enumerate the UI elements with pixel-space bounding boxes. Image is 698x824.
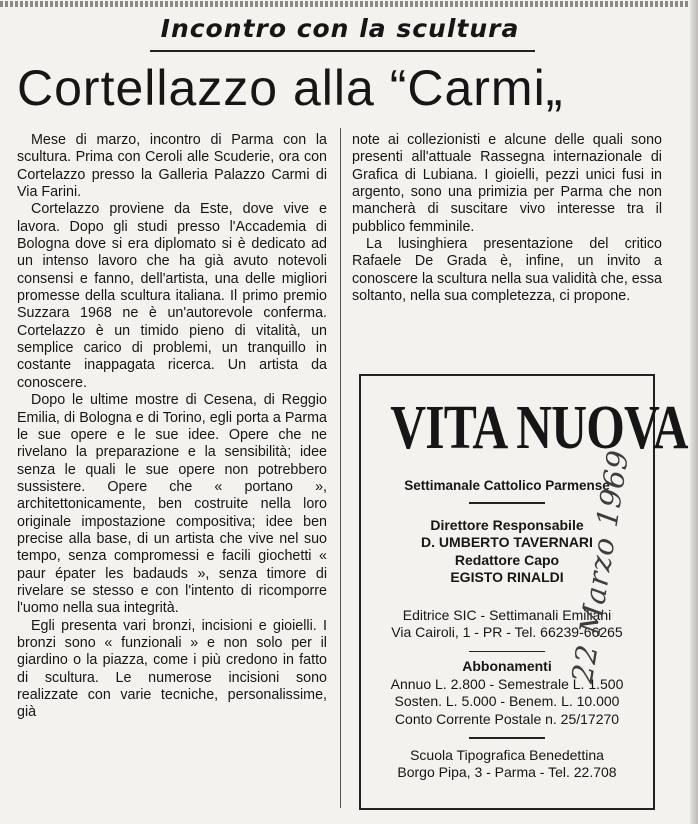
article-left-column bbox=[17, 132, 327, 722]
editor-label: Redattore Capo bbox=[454, 551, 560, 568]
subscription-row: Conto Corrente Postale n. 25/17270 bbox=[394, 710, 620, 727]
masthead-subtitle: Settimanale Cattolico Parmense bbox=[404, 478, 610, 493]
article-paragraph: note ai collezionisti e alcune delle quali sono presenti all'attuale Rassegna internazionale di Grafica di Lubiana. I gioielli, pezzi unici fusi in argento, sono una primizia per Parma che non mancherà di suscitare vivo interesse tra il pubblico femminile. bbox=[352, 132, 662, 235]
box-divider bbox=[469, 737, 545, 739]
torn-top-border bbox=[0, 1, 698, 7]
article-paragraph: Cortelazzo proviene da Este, dove vive e lavora. Dopo gli studi presso l'Accademia di Bologna dove si era diplomato si è dedicato ad un intenso lavoro che ha già avuto notevoli consensi e fanno, dell'artista, una delle migliori promesse della scultura italiana. Il primo premio Suzzara 1968 ne è un'autorevole conferma. Cortelazzo è un timido pieno di vitalità, un semplice carico di problemi, un tranquillo in costante inappagata ricerca. Un artista da conoscere. bbox=[17, 201, 327, 391]
printer-line: Scuola Tipografica Benedettina bbox=[410, 746, 604, 763]
box-divider bbox=[469, 502, 545, 504]
article-kicker: Incontro con la scultura bbox=[160, 14, 520, 43]
editor-name: EGISTO RINALDI bbox=[450, 569, 564, 585]
publisher-line: Editrice SIC - Settimanali Emiliani bbox=[402, 606, 612, 623]
article-paragraph: Egli presenta vari bronzi, incisioni e gioielli. I bronzi sono « funzionali » e non solo per il giardino o la piazza, come i più credono in fatto di scultura. Le numerose incisioni sono realizzate con varie tecniche, personalissime, già bbox=[17, 617, 327, 721]
box-divider bbox=[469, 651, 545, 653]
director-label: Direttore Responsabile bbox=[430, 516, 584, 533]
director-name: D. UMBERTO TAVERNARI bbox=[421, 534, 593, 550]
handwritten-date-note: 22 Marzo 1969 bbox=[565, 447, 636, 686]
column-divider bbox=[340, 128, 341, 808]
subscriptions-label: Abbonamenti bbox=[462, 658, 552, 674]
address-line: Via Cairoli, 1 - PR - Tel. 66239-66265 bbox=[391, 624, 623, 640]
article-right-column bbox=[352, 132, 662, 305]
article-paragraph: La lusinghiera presentazione del critico Rafaele De Grada è, infine, un invito a conoscere la scultura nella sua validità che, essa soltanto, nella sua completezza, ci propone. bbox=[352, 236, 662, 305]
article-paragraph: Dopo le ultime mostre di Cesena, di Reggio Emilia, di Bologna e di Torino, egli porta a Parma le sue opere e le sue idee. Opere che ne rivelano la preparazione e la sensibilità; idee senza le quali le sue opere non potrebbero sussistere. Opere che « portano », architettonicamente, ben costruite nella loro originale impostazione compositiva; idee ben precise alla base, di un artista che vive nel suo tempo, senza compromessi e facili giochetti « paur épater les badauds », senza timore di rivelare se stesso e con l'intento di ricomporre l'uomo nella sua integrità. bbox=[17, 392, 327, 617]
subscription-row: Sosten. L. 5.000 - Benem. L. 10.000 bbox=[394, 693, 620, 709]
paper-edge bbox=[690, 0, 698, 824]
masthead-title: VITA NUOVA bbox=[390, 394, 688, 462]
kicker-underline bbox=[150, 50, 535, 52]
article-headline: Cortellazzo alla “Carmi„ bbox=[17, 60, 564, 116]
subscription-row: Annuo L. 2.800 - Semestrale L. 1.500 bbox=[390, 675, 624, 692]
article-paragraph: Mese di marzo, incontro di Parma con la scultura. Prima con Ceroli alle Scuderie, ora con Cortelazzo presso la Galleria Palazzo Carmi di Via Farini. bbox=[17, 132, 327, 201]
printer-address: Borgo Pipa, 3 - Parma - Tel. 22.708 bbox=[397, 764, 617, 780]
